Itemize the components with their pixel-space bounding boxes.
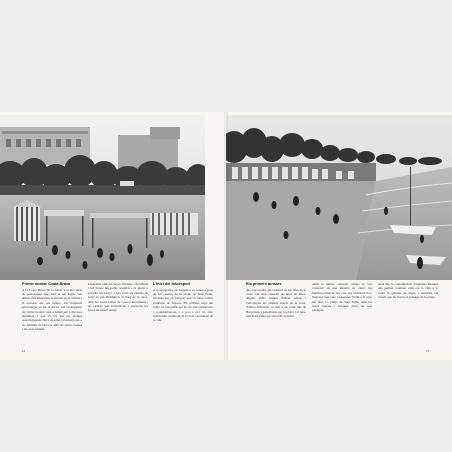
- beach-cabins-image: [0, 115, 205, 280]
- beach-promenade-image: [226, 115, 452, 280]
- right-page: [226, 112, 452, 360]
- section-body: Ciutadans amb les seves famílies, els infants i les dones del poble acudien a la platja a prendre els banys, i ben aviat les casetes de bany es van multiplicar al llarg de la sorra, amb les seves ratlles de colors, els tendals i les cadires que convidaven a passar-hi les hores en aquell temps.: [88, 282, 148, 313]
- section-body: Amb el temps, aquestes visites es van convertir en una manera de viure: les famílies tornaven any rere any al mateix lloc, llogaven una casa i passaven l'estiu a la vora del mar. La platja de Sant Feliu, amb les seves casetes i barques, n'era un bon exemple.: [312, 282, 372, 313]
- section-title: L'inici del fotoesport: [153, 282, 191, 286]
- section-title: Els primers turistes: [246, 282, 282, 286]
- left-column-2: [88, 282, 148, 313]
- left-column-1: [22, 282, 82, 332]
- right-column-1: [246, 282, 306, 318]
- right-column-3: [378, 282, 438, 300]
- section-title: Primer doctor Costa Brava: [22, 282, 71, 286]
- left-page: [0, 112, 226, 360]
- page-number: 15: [426, 349, 430, 353]
- beach-promenade-photo: [226, 115, 452, 280]
- right-column-2: [312, 282, 372, 313]
- beach-cabins-photo: [0, 115, 205, 280]
- left-column-3: [153, 282, 213, 323]
- book-gutter: [224, 112, 228, 360]
- section-body: A la fotografia, els banyistes es veuen a prop de les casetes de la platja de Sant Feliu, retratats per un fotògraf que va saber captar l'ambient de l'època. Els primers anys del segle, la fotografia era un art que començava a popularitzar-se, i a poc a poc va anar esdevenint testimoni de la vida quotidiana de la vila.: [153, 287, 213, 323]
- page-number: 14: [22, 349, 26, 353]
- section-body: Avui dia, la contemplació d'aquestes imatges ens permet conèixer com era la vida a la costa fa gairebé un segle, i entendre els canvis que ha viscut el paisatge de la platja.: [378, 282, 438, 300]
- section-body: A la Costa Brava hi va haver tota una sèrie de personatges que, amb el seu llegat, van deixar una empremta profunda en la cultura i la societat del seu temps. Un d'aquests personatges va ser el doctor que va impulsar els banys de mar com a remei per a diverses malalties, i que va fer que les platges esdevinguessin llocs de salut i d'esbarjo per a les famílies de l'època, amb les seves casetes i els seus tendals.: [22, 287, 82, 332]
- section-body: Als anys trenta, els visitants de les viles de la costa van anar creixent de mica en mica. Alguns d'ells venien d'altres països i s'allotjaven als primers hotels de la zona, d'altres arribaven en tren o en cotxe des de Barcelona, i passejaven per la platja i el port, fent fotografies per recordar l'estada.: [246, 287, 306, 319]
